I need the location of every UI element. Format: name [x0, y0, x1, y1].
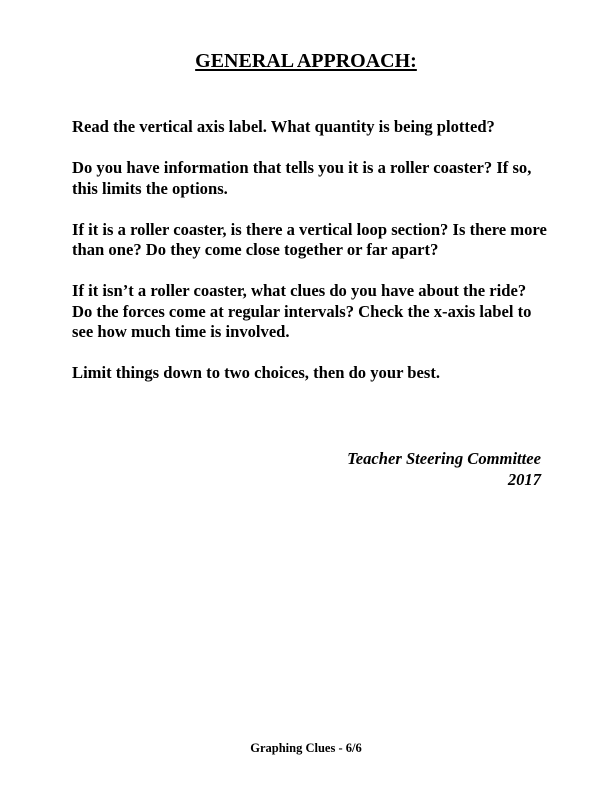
page-title: GENERAL APPROACH: — [195, 50, 417, 72]
paragraph-vertical-loop: If it is a roller coaster, is there a vertical loop section? Is there more than one? Do they come close together or far apart? — [72, 219, 547, 259]
paragraph-limit-choices: Limit things down to two choices, then do your best. — [72, 363, 441, 382]
paragraph-vertical-axis: Read the vertical axis label. What quantity is being plotted? — [72, 117, 495, 136]
paragraph-roller-coaster-info: Do you have information that tells you it is a roller coaster? If so, this limits the options. — [72, 158, 532, 198]
paragraph-not-roller-coaster: If it isn’t a roller coaster, what clues do you have about the ride? Do the forces come at regular intervals? Check the x-axis label to see how much time is involved. — [72, 281, 532, 341]
signature-author: Teacher Steering Committee — [347, 449, 541, 468]
body-text — [72, 117, 547, 404]
signature-year: 2017 — [507, 469, 541, 489]
page-footer: Graphing Clues - 6/6 — [250, 741, 362, 755]
signature-block — [347, 449, 541, 490]
